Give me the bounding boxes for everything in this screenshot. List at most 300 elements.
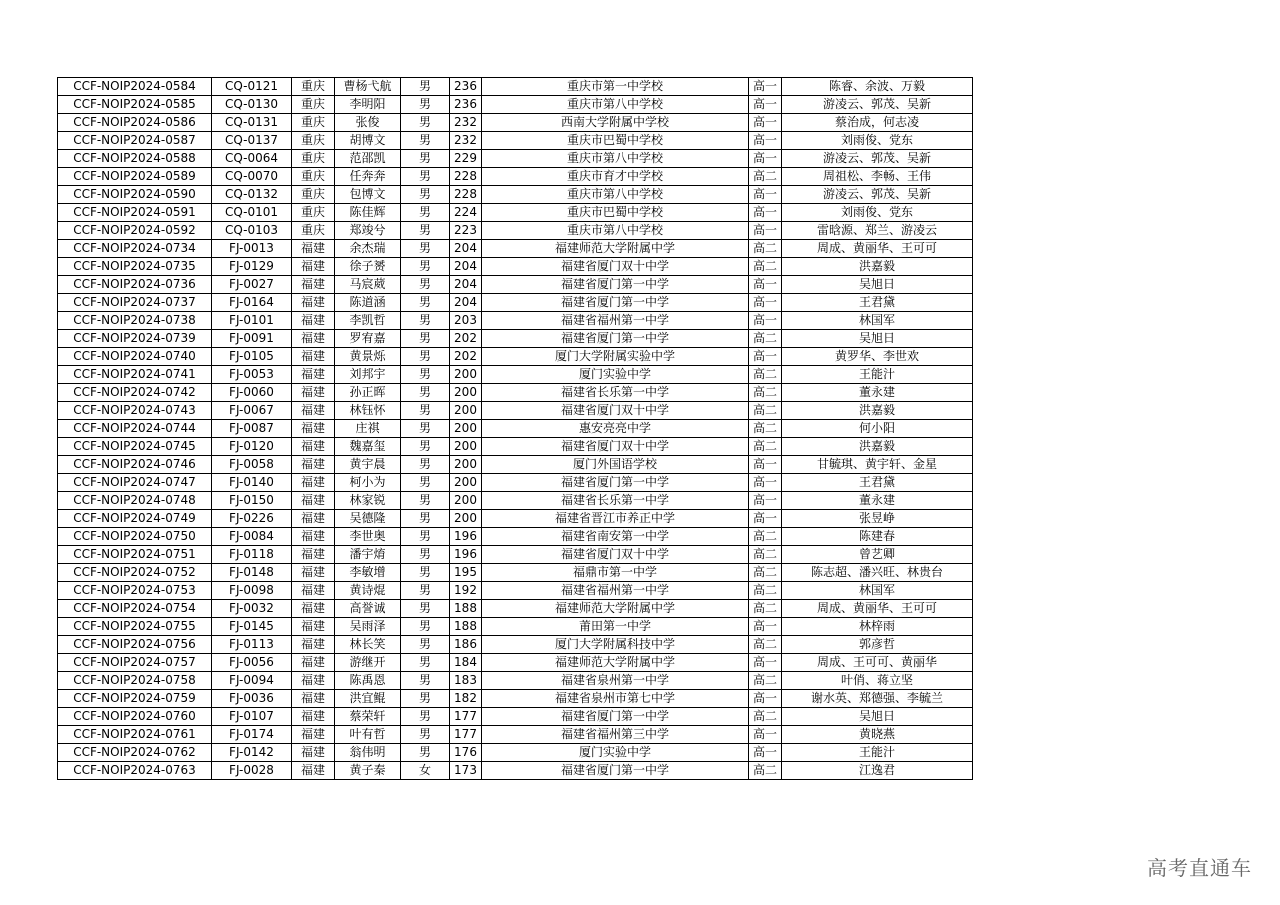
school-cell: 福鼎市第一中学 <box>482 564 749 582</box>
coach-cell: 王君黛 <box>782 294 973 312</box>
coach-cell: 吴旭日 <box>782 276 973 294</box>
score-cell: 229 <box>450 150 482 168</box>
coach-cell: 周成、黄丽华、王可可 <box>782 240 973 258</box>
name-cell: 陈禹恩 <box>335 672 401 690</box>
exam-id-cell: CQ-0070 <box>212 168 292 186</box>
coach-cell: 蔡治成，何志凌 <box>782 114 973 132</box>
name-cell: 黄景烁 <box>335 348 401 366</box>
school-cell: 福建省厦门双十中学 <box>482 438 749 456</box>
grade-cell: 高一 <box>749 744 782 762</box>
score-cell: 173 <box>450 762 482 780</box>
exam-id-cell: FJ-0105 <box>212 348 292 366</box>
score-cell: 204 <box>450 240 482 258</box>
contestant-id-cell: CCF-NOIP2024-0739 <box>58 330 212 348</box>
name-cell: 范邵凯 <box>335 150 401 168</box>
name-cell: 李凯哲 <box>335 312 401 330</box>
province-cell: 福建 <box>292 564 335 582</box>
score-cell: 200 <box>450 456 482 474</box>
gender-cell: 男 <box>401 204 450 222</box>
coach-cell: 林梓雨 <box>782 618 973 636</box>
coach-cell: 陈建春 <box>782 528 973 546</box>
coach-cell: 周成、黄丽华、王可可 <box>782 600 973 618</box>
gender-cell: 男 <box>401 312 450 330</box>
exam-id-cell: FJ-0094 <box>212 672 292 690</box>
score-cell: 200 <box>450 402 482 420</box>
table-row <box>58 150 973 168</box>
contestant-id-cell: CCF-NOIP2024-0740 <box>58 348 212 366</box>
exam-id-cell: FJ-0140 <box>212 474 292 492</box>
province-cell: 福建 <box>292 456 335 474</box>
name-cell: 洪宜鲲 <box>335 690 401 708</box>
name-cell: 刘邦宇 <box>335 366 401 384</box>
contestant-id-cell: CCF-NOIP2024-0745 <box>58 438 212 456</box>
grade-cell: 高二 <box>749 168 782 186</box>
province-cell: 重庆 <box>292 114 335 132</box>
grade-cell: 高一 <box>749 456 782 474</box>
table-body <box>58 78 973 780</box>
grade-cell: 高一 <box>749 186 782 204</box>
exam-id-cell: FJ-0028 <box>212 762 292 780</box>
score-cell: 203 <box>450 312 482 330</box>
score-cell: 236 <box>450 78 482 96</box>
school-cell: 福建师范大学附属中学 <box>482 240 749 258</box>
gender-cell: 男 <box>401 726 450 744</box>
province-cell: 福建 <box>292 510 335 528</box>
contestant-id-cell: CCF-NOIP2024-0587 <box>58 132 212 150</box>
exam-id-cell: FJ-0013 <box>212 240 292 258</box>
province-cell: 福建 <box>292 726 335 744</box>
name-cell: 余杰瑞 <box>335 240 401 258</box>
school-cell: 厦门大学附属科技中学 <box>482 636 749 654</box>
school-cell: 福建省厦门第一中学 <box>482 762 749 780</box>
gender-cell: 女 <box>401 762 450 780</box>
score-cell: 224 <box>450 204 482 222</box>
grade-cell: 高二 <box>749 240 782 258</box>
exam-id-cell: FJ-0142 <box>212 744 292 762</box>
contestant-id-cell: CCF-NOIP2024-0763 <box>58 762 212 780</box>
table-row <box>58 618 973 636</box>
score-cell: 192 <box>450 582 482 600</box>
name-cell: 潘宇焴 <box>335 546 401 564</box>
table-row <box>58 492 973 510</box>
province-cell: 福建 <box>292 492 335 510</box>
table-row <box>58 204 973 222</box>
school-cell: 福建省长乐第一中学 <box>482 384 749 402</box>
table-row <box>58 708 973 726</box>
contestant-id-cell: CCF-NOIP2024-0744 <box>58 420 212 438</box>
province-cell: 福建 <box>292 636 335 654</box>
score-cell: 200 <box>450 366 482 384</box>
gender-cell: 男 <box>401 348 450 366</box>
table-row <box>58 654 973 672</box>
province-cell: 重庆 <box>292 186 335 204</box>
score-cell: 196 <box>450 546 482 564</box>
name-cell: 李明阳 <box>335 96 401 114</box>
province-cell: 福建 <box>292 312 335 330</box>
score-cell: 200 <box>450 384 482 402</box>
province-cell: 福建 <box>292 240 335 258</box>
province-cell: 福建 <box>292 618 335 636</box>
grade-cell: 高一 <box>749 78 782 96</box>
gender-cell: 男 <box>401 78 450 96</box>
name-cell: 庄祺 <box>335 420 401 438</box>
exam-id-cell: FJ-0056 <box>212 654 292 672</box>
school-cell: 重庆市育才中学校 <box>482 168 749 186</box>
grade-cell: 高二 <box>749 672 782 690</box>
score-cell: 195 <box>450 564 482 582</box>
contestant-id-cell: CCF-NOIP2024-0756 <box>58 636 212 654</box>
gender-cell: 男 <box>401 564 450 582</box>
province-cell: 福建 <box>292 600 335 618</box>
coach-cell: 王能汁 <box>782 744 973 762</box>
coach-cell: 周祖松、李畅、王伟 <box>782 168 973 186</box>
score-cell: 236 <box>450 96 482 114</box>
province-cell: 福建 <box>292 744 335 762</box>
table-row <box>58 276 973 294</box>
grade-cell: 高一 <box>749 690 782 708</box>
table-row <box>58 384 973 402</box>
school-cell: 福建省厦门第一中学 <box>482 276 749 294</box>
coach-cell: 曾艺卿 <box>782 546 973 564</box>
gender-cell: 男 <box>401 150 450 168</box>
exam-id-cell: CQ-0101 <box>212 204 292 222</box>
coach-cell: 江逸君 <box>782 762 973 780</box>
coach-cell: 甘毓琪、黄宇轩、金星 <box>782 456 973 474</box>
province-cell: 重庆 <box>292 204 335 222</box>
score-cell: 204 <box>450 276 482 294</box>
province-cell: 福建 <box>292 708 335 726</box>
table-row <box>58 438 973 456</box>
grade-cell: 高二 <box>749 528 782 546</box>
gender-cell: 男 <box>401 276 450 294</box>
province-cell: 福建 <box>292 366 335 384</box>
gender-cell: 男 <box>401 330 450 348</box>
coach-cell: 洪嘉毅 <box>782 438 973 456</box>
exam-id-cell: FJ-0118 <box>212 546 292 564</box>
exam-id-cell: FJ-0174 <box>212 726 292 744</box>
score-cell: 182 <box>450 690 482 708</box>
province-cell: 重庆 <box>292 150 335 168</box>
coach-cell: 雷晗源、郑兰、游凌云 <box>782 222 973 240</box>
gender-cell: 男 <box>401 492 450 510</box>
table-row <box>58 240 973 258</box>
table-row <box>58 600 973 618</box>
grade-cell: 高一 <box>749 294 782 312</box>
province-cell: 重庆 <box>292 222 335 240</box>
exam-id-cell: FJ-0107 <box>212 708 292 726</box>
exam-id-cell: FJ-0120 <box>212 438 292 456</box>
school-cell: 福建省厦门第一中学 <box>482 708 749 726</box>
school-cell: 福建省福州第一中学 <box>482 582 749 600</box>
table-row <box>58 726 973 744</box>
school-cell: 福建省厦门双十中学 <box>482 402 749 420</box>
gender-cell: 男 <box>401 546 450 564</box>
gender-cell: 男 <box>401 294 450 312</box>
school-cell: 惠安亮亮中学 <box>482 420 749 438</box>
grade-cell: 高二 <box>749 330 782 348</box>
grade-cell: 高二 <box>749 384 782 402</box>
exam-id-cell: FJ-0084 <box>212 528 292 546</box>
grade-cell: 高二 <box>749 708 782 726</box>
score-cell: 200 <box>450 420 482 438</box>
coach-cell: 周成、王可可、黄丽华 <box>782 654 973 672</box>
school-cell: 重庆市第八中学校 <box>482 186 749 204</box>
grade-cell: 高二 <box>749 564 782 582</box>
exam-id-cell: FJ-0150 <box>212 492 292 510</box>
table-row <box>58 114 973 132</box>
name-cell: 陈道涵 <box>335 294 401 312</box>
gender-cell: 男 <box>401 672 450 690</box>
gender-cell: 男 <box>401 618 450 636</box>
name-cell: 黄宇晨 <box>335 456 401 474</box>
table-row <box>58 690 973 708</box>
table-row <box>58 636 973 654</box>
grade-cell: 高一 <box>749 726 782 744</box>
grade-cell: 高一 <box>749 474 782 492</box>
coach-cell: 何小阳 <box>782 420 973 438</box>
coach-cell: 洪嘉毅 <box>782 258 973 276</box>
gender-cell: 男 <box>401 654 450 672</box>
coach-cell: 刘雨俊、党东 <box>782 204 973 222</box>
exam-id-cell: FJ-0098 <box>212 582 292 600</box>
table-row <box>58 168 973 186</box>
gender-cell: 男 <box>401 744 450 762</box>
contestant-id-cell: CCF-NOIP2024-0753 <box>58 582 212 600</box>
name-cell: 胡博文 <box>335 132 401 150</box>
table-row <box>58 510 973 528</box>
contestant-id-cell: CCF-NOIP2024-0757 <box>58 654 212 672</box>
gender-cell: 男 <box>401 420 450 438</box>
gender-cell: 男 <box>401 456 450 474</box>
name-cell: 徐子赟 <box>335 258 401 276</box>
name-cell: 李世奥 <box>335 528 401 546</box>
score-cell: 204 <box>450 258 482 276</box>
exam-id-cell: FJ-0036 <box>212 690 292 708</box>
grade-cell: 高二 <box>749 420 782 438</box>
contestant-id-cell: CCF-NOIP2024-0759 <box>58 690 212 708</box>
name-cell: 马宸葳 <box>335 276 401 294</box>
table-row <box>58 96 973 114</box>
contestant-id-cell: CCF-NOIP2024-0742 <box>58 384 212 402</box>
province-cell: 福建 <box>292 546 335 564</box>
name-cell: 李敏增 <box>335 564 401 582</box>
table-row <box>58 294 973 312</box>
grade-cell: 高二 <box>749 546 782 564</box>
school-cell: 福建省厦门双十中学 <box>482 546 749 564</box>
school-cell: 福建省厦门第一中学 <box>482 294 749 312</box>
province-cell: 福建 <box>292 474 335 492</box>
table-row <box>58 546 973 564</box>
score-cell: 188 <box>450 618 482 636</box>
coach-cell: 黄罗华、李世欢 <box>782 348 973 366</box>
grade-cell: 高一 <box>749 204 782 222</box>
coach-cell: 董永建 <box>782 492 973 510</box>
grade-cell: 高二 <box>749 258 782 276</box>
exam-id-cell: FJ-0032 <box>212 600 292 618</box>
exam-id-cell: FJ-0113 <box>212 636 292 654</box>
name-cell: 黄诗焜 <box>335 582 401 600</box>
exam-id-cell: CQ-0137 <box>212 132 292 150</box>
gender-cell: 男 <box>401 366 450 384</box>
province-cell: 福建 <box>292 528 335 546</box>
name-cell: 柯小为 <box>335 474 401 492</box>
gender-cell: 男 <box>401 510 450 528</box>
coach-cell: 游凌云、郭茂、吴新 <box>782 186 973 204</box>
contestant-id-cell: CCF-NOIP2024-0749 <box>58 510 212 528</box>
exam-id-cell: CQ-0131 <box>212 114 292 132</box>
contestant-id-cell: CCF-NOIP2024-0590 <box>58 186 212 204</box>
score-cell: 200 <box>450 510 482 528</box>
score-cell: 202 <box>450 330 482 348</box>
name-cell: 任奔奔 <box>335 168 401 186</box>
province-cell: 重庆 <box>292 132 335 150</box>
exam-id-cell: FJ-0087 <box>212 420 292 438</box>
grade-cell: 高一 <box>749 132 782 150</box>
table-row <box>58 366 973 384</box>
province-cell: 重庆 <box>292 168 335 186</box>
school-cell: 福建省南安第一中学 <box>482 528 749 546</box>
school-cell: 福建师范大学附属中学 <box>482 600 749 618</box>
coach-cell: 刘雨俊、党东 <box>782 132 973 150</box>
exam-id-cell: CQ-0121 <box>212 78 292 96</box>
school-cell: 福建省厦门第一中学 <box>482 474 749 492</box>
score-cell: 200 <box>450 438 482 456</box>
score-cell: 176 <box>450 744 482 762</box>
grade-cell: 高一 <box>749 222 782 240</box>
contestant-id-cell: CCF-NOIP2024-0735 <box>58 258 212 276</box>
gender-cell: 男 <box>401 636 450 654</box>
gender-cell: 男 <box>401 690 450 708</box>
province-cell: 福建 <box>292 402 335 420</box>
name-cell: 张俊 <box>335 114 401 132</box>
gender-cell: 男 <box>401 708 450 726</box>
province-cell: 福建 <box>292 420 335 438</box>
exam-id-cell: CQ-0132 <box>212 186 292 204</box>
name-cell: 孙正晖 <box>335 384 401 402</box>
gender-cell: 男 <box>401 114 450 132</box>
contestant-id-cell: CCF-NOIP2024-0737 <box>58 294 212 312</box>
exam-id-cell: FJ-0058 <box>212 456 292 474</box>
grade-cell: 高二 <box>749 600 782 618</box>
gender-cell: 男 <box>401 528 450 546</box>
coach-cell: 黄晓燕 <box>782 726 973 744</box>
exam-id-cell: FJ-0091 <box>212 330 292 348</box>
coach-cell: 林国军 <box>782 312 973 330</box>
name-cell: 林家锐 <box>335 492 401 510</box>
contestant-id-cell: CCF-NOIP2024-0752 <box>58 564 212 582</box>
name-cell: 罗宥嘉 <box>335 330 401 348</box>
province-cell: 福建 <box>292 690 335 708</box>
school-cell: 福建省长乐第一中学 <box>482 492 749 510</box>
name-cell: 黄子秦 <box>335 762 401 780</box>
contestant-id-cell: CCF-NOIP2024-0586 <box>58 114 212 132</box>
gender-cell: 男 <box>401 222 450 240</box>
contestant-id-cell: CCF-NOIP2024-0748 <box>58 492 212 510</box>
exam-id-cell: FJ-0148 <box>212 564 292 582</box>
exam-id-cell: FJ-0164 <box>212 294 292 312</box>
school-cell: 重庆市第八中学校 <box>482 96 749 114</box>
table-row <box>58 762 973 780</box>
contestant-id-cell: CCF-NOIP2024-0734 <box>58 240 212 258</box>
grade-cell: 高一 <box>749 150 782 168</box>
table-row <box>58 222 973 240</box>
gender-cell: 男 <box>401 186 450 204</box>
province-cell: 福建 <box>292 672 335 690</box>
name-cell: 曹杨弋航 <box>335 78 401 96</box>
gender-cell: 男 <box>401 132 450 150</box>
gender-cell: 男 <box>401 600 450 618</box>
grade-cell: 高一 <box>749 618 782 636</box>
coach-cell: 游凌云、郭茂、吴新 <box>782 150 973 168</box>
gender-cell: 男 <box>401 582 450 600</box>
school-cell: 福建省福州第一中学 <box>482 312 749 330</box>
contestant-id-cell: CCF-NOIP2024-0751 <box>58 546 212 564</box>
name-cell: 翁伟明 <box>335 744 401 762</box>
grade-cell: 高二 <box>749 402 782 420</box>
school-cell: 厦门大学附属实验中学 <box>482 348 749 366</box>
table-row <box>58 312 973 330</box>
grade-cell: 高一 <box>749 312 782 330</box>
exam-id-cell: CQ-0064 <box>212 150 292 168</box>
score-cell: 200 <box>450 492 482 510</box>
score-cell: 186 <box>450 636 482 654</box>
score-cell: 223 <box>450 222 482 240</box>
contestant-id-cell: CCF-NOIP2024-0741 <box>58 366 212 384</box>
coach-cell: 洪嘉毅 <box>782 402 973 420</box>
name-cell: 林长笑 <box>335 636 401 654</box>
exam-id-cell: FJ-0101 <box>212 312 292 330</box>
grade-cell: 高二 <box>749 582 782 600</box>
gender-cell: 男 <box>401 384 450 402</box>
score-cell: 228 <box>450 168 482 186</box>
province-cell: 重庆 <box>292 78 335 96</box>
coach-cell: 董永建 <box>782 384 973 402</box>
exam-id-cell: FJ-0129 <box>212 258 292 276</box>
gender-cell: 男 <box>401 474 450 492</box>
school-cell: 福建省晋江市养正中学 <box>482 510 749 528</box>
grade-cell: 高一 <box>749 510 782 528</box>
gender-cell: 男 <box>401 96 450 114</box>
grade-cell: 高一 <box>749 492 782 510</box>
gender-cell: 男 <box>401 438 450 456</box>
name-cell: 高誉诚 <box>335 600 401 618</box>
grade-cell: 高一 <box>749 276 782 294</box>
table-row <box>58 132 973 150</box>
table-row <box>58 78 973 96</box>
name-cell: 包博文 <box>335 186 401 204</box>
province-cell: 福建 <box>292 384 335 402</box>
watermark-text: 高考直通车 <box>1147 856 1252 880</box>
contestant-id-cell: CCF-NOIP2024-0743 <box>58 402 212 420</box>
name-cell: 郑竣兮 <box>335 222 401 240</box>
score-cell: 232 <box>450 132 482 150</box>
grade-cell: 高二 <box>749 438 782 456</box>
contestant-id-cell: CCF-NOIP2024-0589 <box>58 168 212 186</box>
school-cell: 重庆市第八中学校 <box>482 222 749 240</box>
coach-cell: 郭彦哲 <box>782 636 973 654</box>
school-cell: 福建师范大学附属中学 <box>482 654 749 672</box>
score-cell: 183 <box>450 672 482 690</box>
score-cell: 228 <box>450 186 482 204</box>
coach-cell: 张昱峥 <box>782 510 973 528</box>
contestant-id-cell: CCF-NOIP2024-0592 <box>58 222 212 240</box>
contestant-id-cell: CCF-NOIP2024-0591 <box>58 204 212 222</box>
table-row <box>58 582 973 600</box>
name-cell: 陈佳辉 <box>335 204 401 222</box>
table-row <box>58 744 973 762</box>
score-cell: 188 <box>450 600 482 618</box>
school-cell: 西南大学附属中学校 <box>482 114 749 132</box>
